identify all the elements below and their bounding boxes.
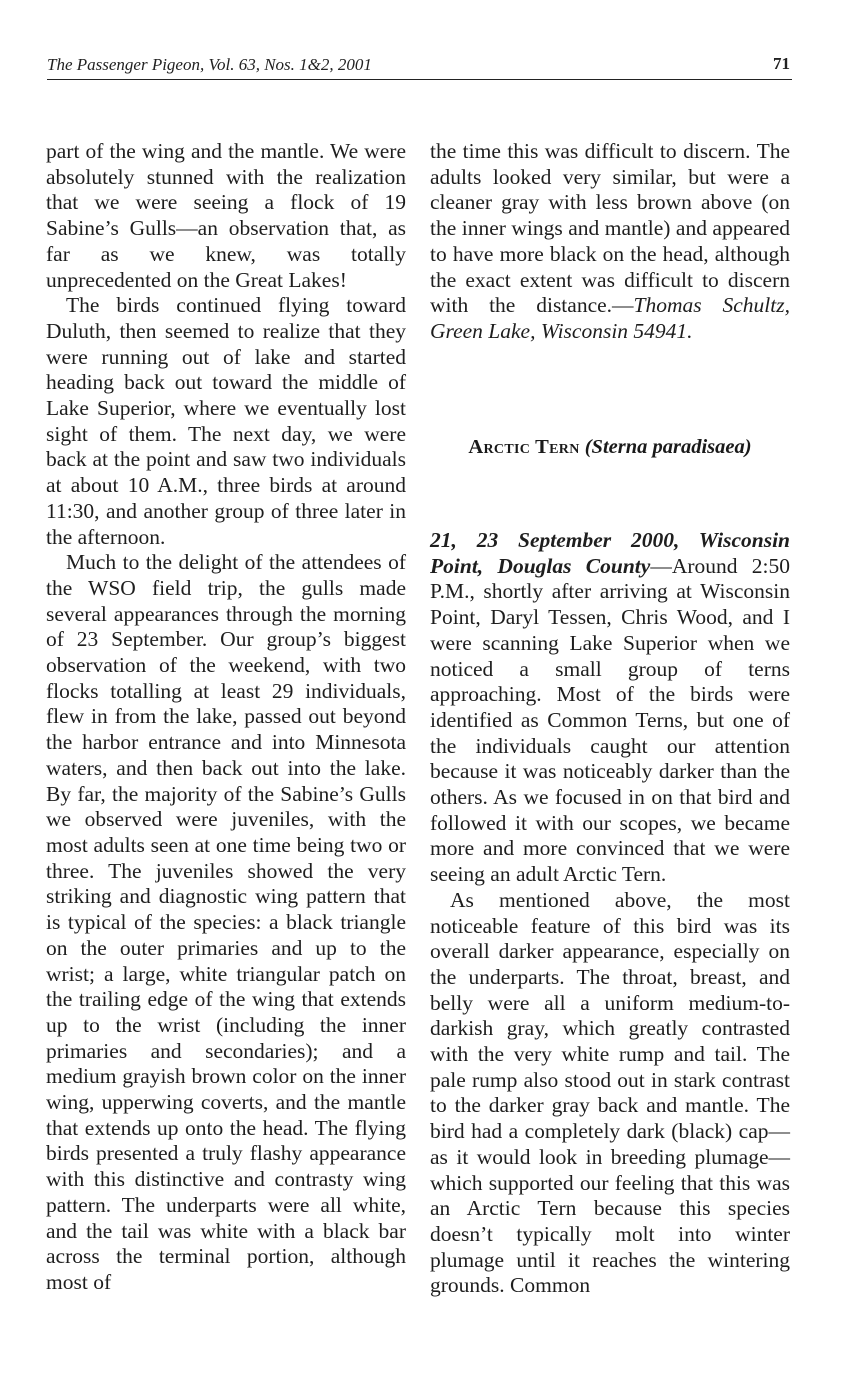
right-paragraph-1-text: the time this was difficult to discern. The adults looked very similar, but were a cleaner gray with less brown above (on the inner wings and mantle) and appeared to have more black on the head, although the exact extent was difficult to discern with the distance.— [430,139,790,318]
species-common-name: Arctic Tern [468,436,580,458]
author-signature: Thomas Schultz, Green Lake, Wisconsin 54941. [430,293,790,343]
observation-dateline: 21, 23 September 2000, Wisconsin Point, Douglas County [430,528,790,578]
left-paragraph-1: part of the wing and the mantle. We were absolutely stunned with the realization that we were seeing a flock of 19 Sabine’s Gulls—an observation that, as far as we knew, was totally unprecedented on the Great Lakes! [46,139,406,292]
species-scientific-name: (Sterna paradisaea) [584,436,752,458]
right-paragraph-1 [430,139,790,345]
right-column-bottom [430,528,790,1299]
right-paragraph-2-text: —Around 2:50 P.M., shortly after arriving at Wisconsin Point, Daryl Tessen, Chris Wood, and I were scanning Lake Superior when we noticed a small group of terns approaching. Most of the birds were identified as Common Terns, but one of the individuals caught our attention because it was noticeably darker than the others. As we focused in on that bird and followed it with our scopes, we became more and more convinced that we were seeing an adult Arctic Tern. [430,553,790,887]
left-paragraph-2: The birds continued flying toward Duluth, then seemed to realize that they were running out of lake and started heading back out toward the middle of Lake Superior, where we eventually lost sight of them. The next day, we were back at the point and saw two individuals at about 10 A.M., three birds at around 11:30, and another group of three later in the afternoon. [46,293,406,549]
right-paragraph-2 [430,528,790,888]
running-header [47,53,792,80]
left-paragraph-3: Much to the delight of the attendees of the WSO field trip, the gulls made several appearances through the morning of 23 September. Our group’s biggest observation of the weekend, with two flocks totalling at least 29 individuals, flew in from the lake, passed out beyond the harbor entrance and into Minnesota waters, and then back out into the lake. By far, the majority of the Sabine’s Gulls we observed were juveniles, with the most adults seen at one time being two or three. The juveniles showed the very striking and diagnostic wing pattern that is typical of the species: a black triangle on the outer primaries and up to the wrist; a large, white triangular patch on the trailing edge of the wing that extends up to the wrist (including the inner primaries and secondaries); and a medium grayish brown color on the inner wing, upperwing coverts, and the mantle that extends up onto the head. The flying birds presented a truly flashy appearance with this distinctive and contrasty wing pattern. The underparts were all white, and the tail was white with a black bar across the terminal portion, although most of [46,550,406,1294]
right-column-top [430,139,790,345]
right-paragraph-3: As mentioned above, the most noticeable feature of this bird was its overall darker appearance, especially on the underparts. The throat, breast, and belly were all a uniform medium-to-darkish gray, which greatly contrasted with the very white rump and tail. The pale rump also stood out in stark contrast to the darker gray back and mantle. The bird had a completely dark (black) cap—as it would look in breeding plumage—which supported our feeling that this was an Arctic Tern because this species doesn’t typically molt into winter plumage until it reaches the wintering grounds. Common [430,887,790,1298]
page-number: 71 [773,54,790,73]
left-column [46,139,406,1296]
journal-title: The Passenger Pigeon, Vol. 63, Nos. 1&2, 2001 [47,55,372,74]
species-heading [430,436,790,459]
